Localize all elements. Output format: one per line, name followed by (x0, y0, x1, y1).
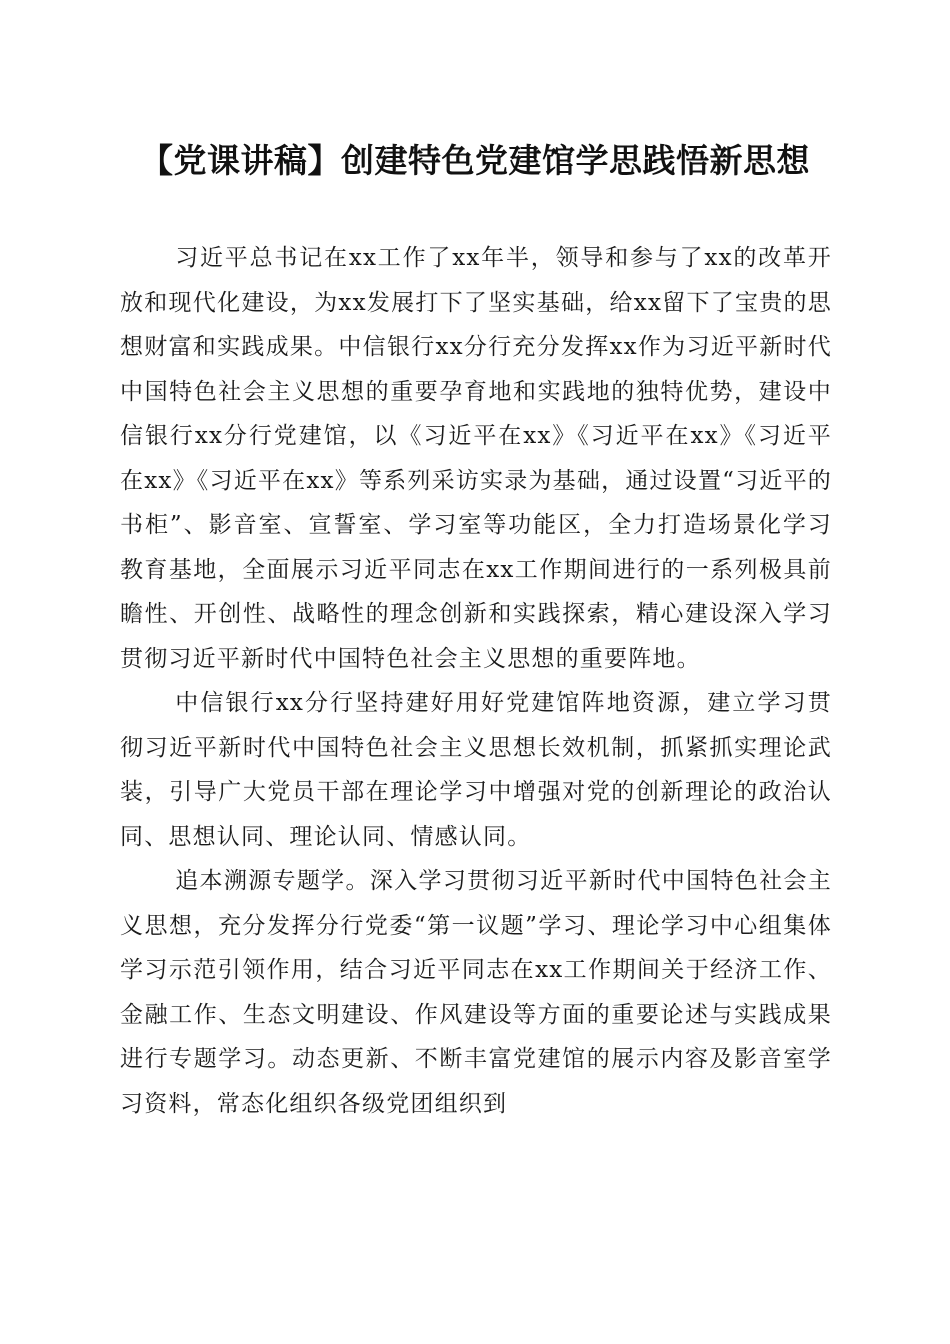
paragraph-2: 中信银行xx分行坚持建好用好党建馆阵地资源，建立学习贯彻习近平新时代中国特色社会主义思想长效机制，抓紧抓实理论武装，引导广大党员干部在理论学习中增强对党的创新理论的政治认同、思想认同、理论认同、情感认同。 (120, 690, 832, 850)
paragraph-1: 习近平总书记在xx工作了xx年半，领导和参与了xx的改革开放和现代化建设，为xx发展打下了坚实基础，给xx留下了宝贵的思想财富和实践成果。中信银行xx分行充分发挥xx作为习近平新时代中国特色社会主义思想的重要孕育地和实践地的独特优势，建设中信银行xx分行党建馆，以《习近平在xx》《习近平在xx》《习近平在xx》《习近平在xx》等系列采访实录为基础，通过设置“习近平的书柜”、影音室、宣誓室、学习室等功能区，全力打造场景化学习教育基地，全面展示习近平同志在xx工作期间进行的一系列极具前瞻性、开创性、战略性的理念创新和实践探索，精心建设深入学习贯彻习近平新时代中国特色社会主义思想的重要阵地。 (120, 245, 832, 672)
document-title: 【党课讲稿】创建特色党建馆学思践悟新思想 (140, 141, 810, 180)
paragraph-3: 追本溯源专题学。深入学习贯彻习近平新时代中国特色社会主义思想，充分发挥分行党委“第一议题”学习、理论学习中心组集体学习示范引领作用，结合习近平同志在xx工作期间关于经济工作、金融工作、生态文明建设、作风建设等方面的重要论述与实践成果进行专题学习。动态更新、不断丰富党建馆的展示内容及影音室学习资料，常态化组织各级党团组织到 (120, 868, 832, 1117)
document-body (120, 236, 832, 1126)
